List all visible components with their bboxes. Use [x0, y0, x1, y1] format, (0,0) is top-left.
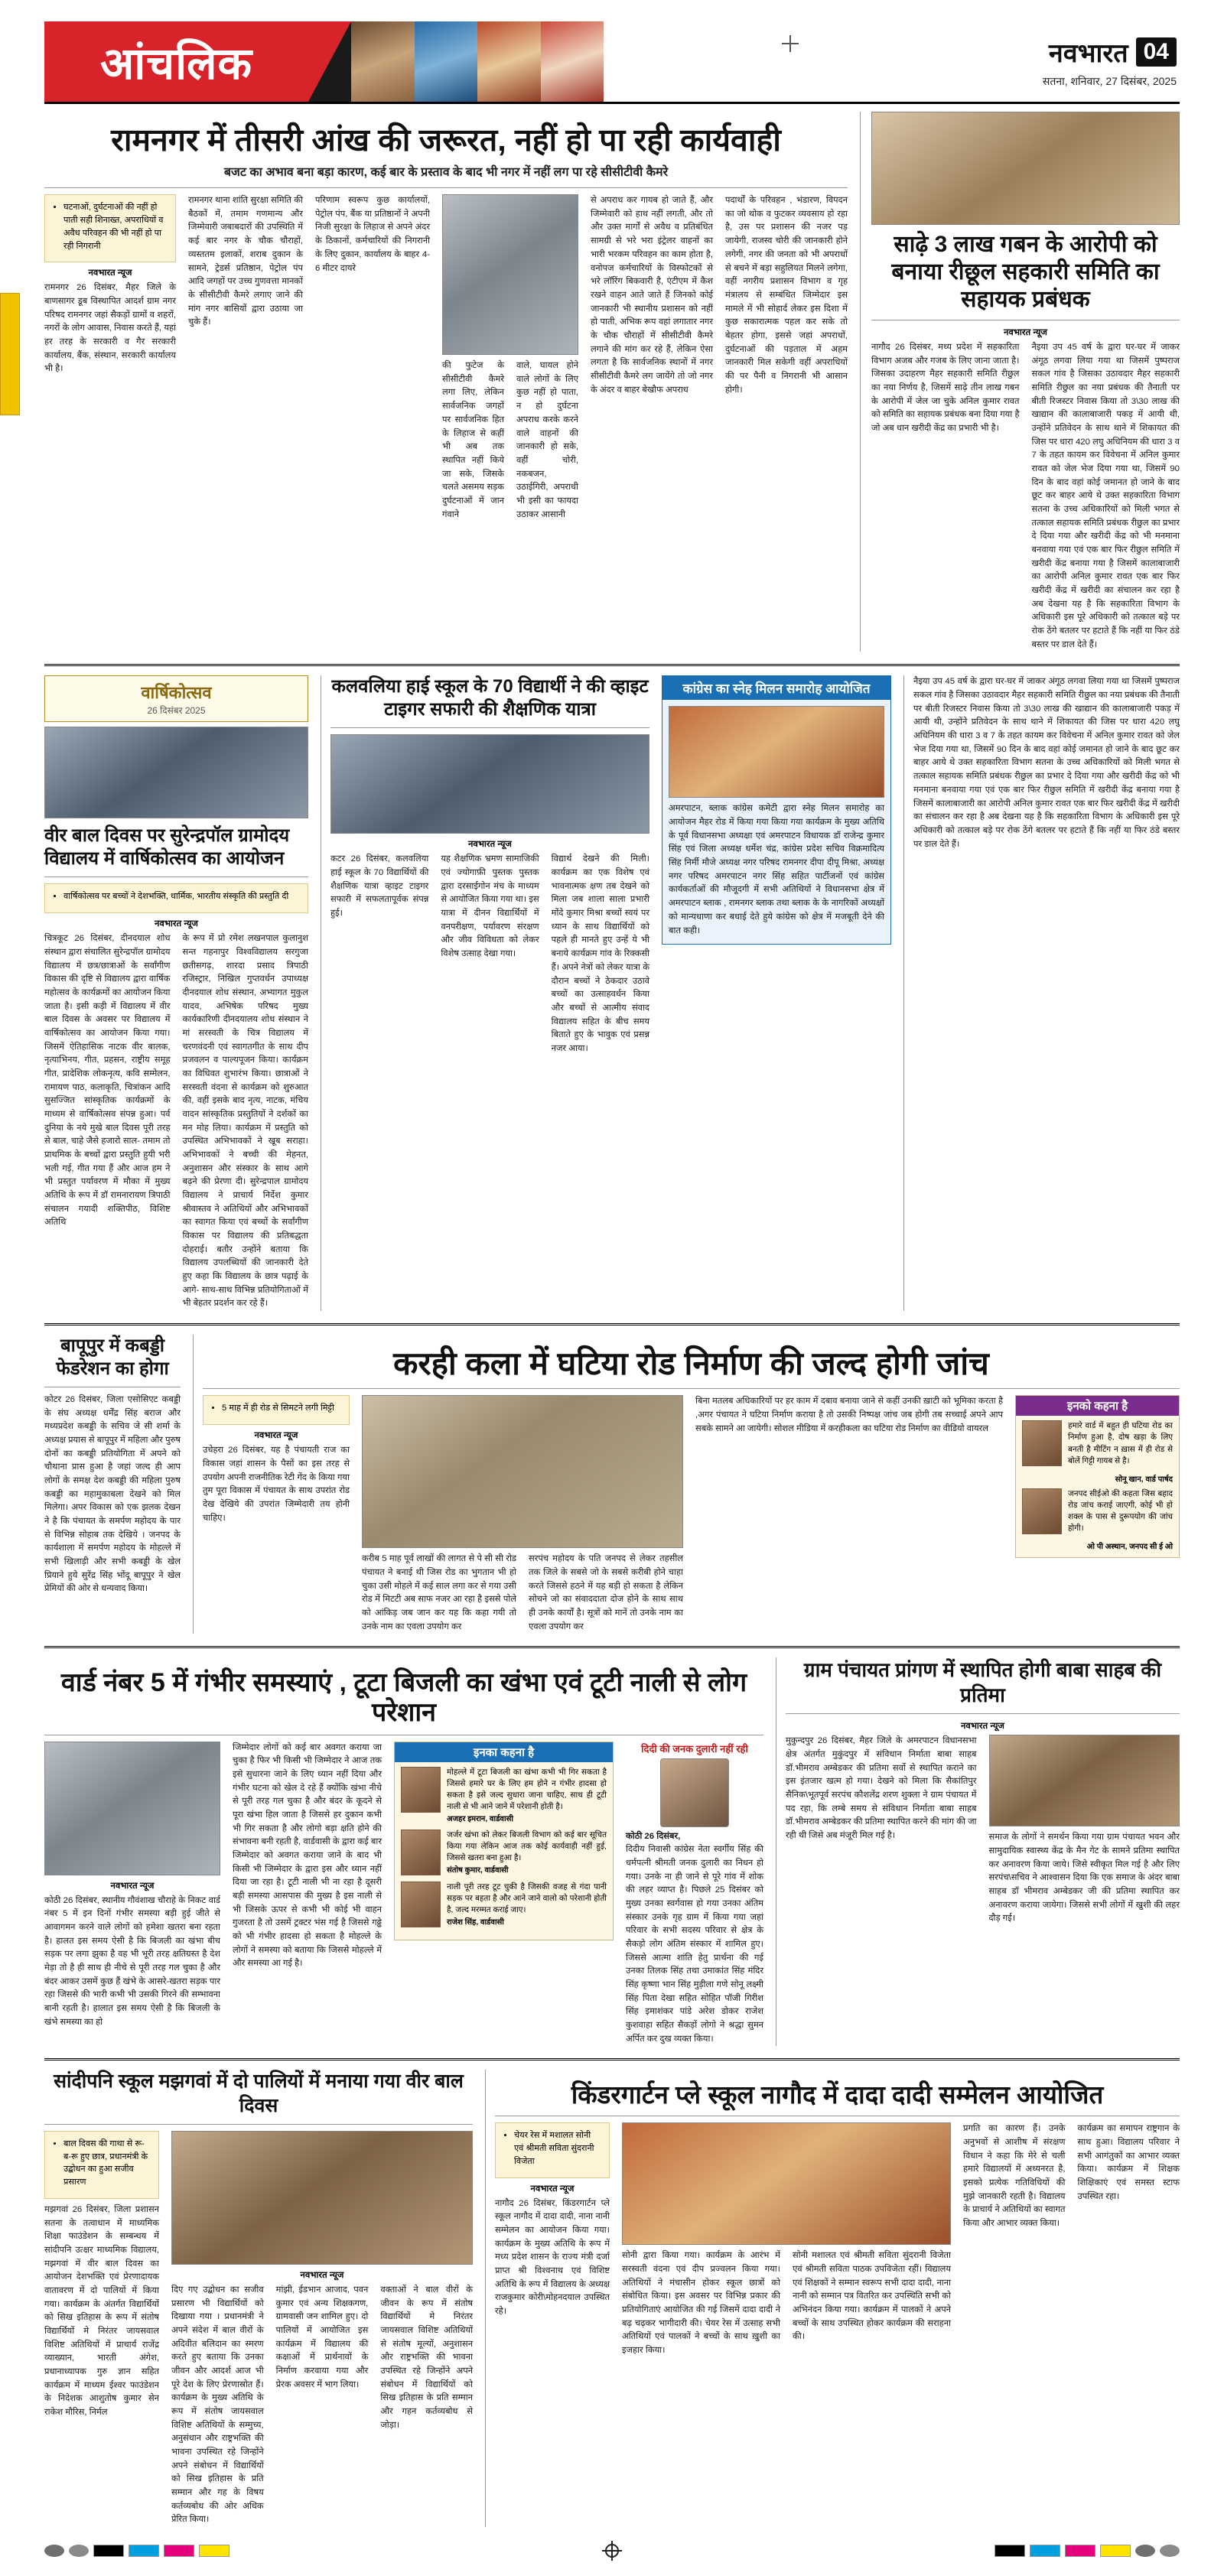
safari-photo — [330, 734, 649, 834]
kindergarten-story — [485, 2070, 1180, 2527]
anniversary-bullets: • वार्षिकोत्सव पर बच्चों ने देशभक्ति, धार्मिक, भारतीय संस्कृति की प्रस्तुति दी — [44, 883, 308, 913]
ward5-quote-name-1: अजहर इमरान, वार्डवासी — [447, 1814, 513, 1823]
newspaper-page — [0, 21, 1224, 2561]
lead-bullets: • घटनाओं, दुर्घटनाओं की नहीं हो पाती सही शिनाख्त, अपराधियों व अवैध परिवहन की भी नहीं हो पा रही निगरानी — [44, 194, 176, 262]
masthead-wedge — [308, 21, 351, 102]
sandipani-col-2: दिए गए उद्बोधन का सजीव प्रसारण भी विद्यार्थियों को दिखाया गया । प्रधानमंत्री ने अपने संदेश में बाल वीरों के अदिवीत बलिदान का स्मरण करते हुए बताया कि उनका जीवन और आदर्श आज भी पूरे देश के लिए प्रेरणास्रोत हैं। कार्यक्रम के मुख्य अतिथि के रूप में संतोष जायसवाल विशिष्ट अतिथियों के सम्मुच्य, अनुसंधान और राष्ट्रभक्ति की भावना उपस्थित रहे जिन्होंने अपने संबोधन में विद्यार्थियों को सिख इतिहास के प्रति सम्मान और गह के विषय कर्तव्यबोध की ओर अधिक प्रेरित किया। — [171, 2285, 264, 2525]
statue-story — [776, 1657, 1180, 2046]
print-color-bar — [44, 2541, 1180, 2561]
sandipani-photo — [171, 2131, 473, 2265]
kabaddi-headline: बापूपुर में कबड्डी फेडरेशन का होगा — [56, 1335, 169, 1380]
obituary-portrait — [660, 1758, 729, 1827]
kindergarten-bullets: • चेयर रेस में मशालत सोनी एवं श्रीमती सविता सुंदरानी विजेता — [495, 2122, 610, 2178]
congress-title: कांग्रेस का स्नेह मिलन समारोह आयोजित — [662, 676, 890, 700]
masthead-photo-2 — [415, 21, 478, 102]
road-photo — [362, 1395, 683, 1548]
congress-photo — [669, 706, 884, 798]
sandipani-col-1: मझगवां 26 दिसंबर, जिला प्रशासन सतना के तत्वाधान में माध्यमिक शिक्षा फाउंडेशन के सम्बन्धय में सांदीपनि उत्क्षर माध्यमिक विद्यालय, मझगवां में वीर बाल दिवस का आयोजन देशभक्ति एवं प्रेरणादायक वातावरण में दो पालियों में किया गया। कार्यक्रम के अंतर्गत विद्यार्थियों को सिख इतिहास के रूप में संतोष विद्यार्थियों मे निरंतर जायसवाल विशिष्ट अतिथियों में प्राचार्य राजेंद्र व्याख्यान, भारती अंगेश, प्रधानाध्यापक गुरु ज्ञान सहित कार्यक्रम में माध्यम ईश्वर फाउंडेशन के निदेशक आशुतोष कुमार सेन राकेश मौरिस, निर्मल — [44, 2205, 159, 2418]
left-color-tab — [0, 293, 20, 415]
lead-col-7: पदार्थों के परिवहन , भंडारण, विपदन का जो थोक व फुटकर व्यवसाय हो रहा है, उस पर प्रशासन की नजर पड़ जायेगी, राजस्व चोरी की जानकारी होने लगेगी, नगर की जनता को भी अपराधों से बचने में बड़ा सहुलियत मिलने लगेगा, वहीं नगरीय प्रशासन विभाग व गृह मंत्रालय से सम्बंधित जिम्मेदार इस मामले में भी सोहार्द लेकर इस दिशा में कुछ सकारात्मक पहल कर सके तो बेहतर होगा, इससे जहां अपराधों, दुर्घटनाओं की पड़ताल में अहम जानकारी मिल सकेगी वहीं अपराधियों की पर पैनी व निगरानी भी आसान होगी। — [725, 196, 848, 395]
page-number: 04 — [1136, 37, 1177, 67]
kindergarten-col-2: सोनी द्वारा किया गया। कार्यक्रम के आरंभ में सरस्वती वंदना एवं दीप प्रज्वलन किया गया। अतिथियों ने मंचासीन होकर स्कूल छात्रों को संबोधित किया। इस अवसर पर विभिन्न प्रकार की प्रतियोगिताएं आयोजित की गई जिसमें दादा दादी ने बढ़ चढ़कर भागीदारी की। चेयर रेस में उत्साह सभी अतिथियों एवं पालकों ने बच्चों के साथ ख़ुशी का इजहार किया। — [622, 2251, 780, 2355]
color-swatch-black-2 — [994, 2545, 1025, 2557]
ward5-avatar-1 — [401, 1767, 441, 1813]
top-right-byline: नवभारत न्यूज — [1004, 328, 1047, 337]
top-right-overflow — [903, 675, 1180, 1311]
masthead-photo-1 — [351, 21, 415, 102]
dateline: सतना, शनिवार, 27 दिसंबर, 2025 — [1042, 75, 1177, 87]
lead-col-6: से अपराध कर गायब हो जाते हैं, और जिम्मेवारी को हाथ नहीं लगती, और तो और उक्त मार्गों से अवैध व प्रतिबंधित सामग्री से भरे भरा इंट्रेलर वाहनों का भारी भरकम परिवहन का काम होता है, वनोपज कर्मचारियों के विस्फोटकों से भरे लाॅरिंग बिकवारी है, एंटीएम में कैश रखने वाहन आते जाते हैं जिनको कोई जानकारी भी स्थानीय प्रशासन को नहीं हो पाती, अभिक रूप वहां लगातार नगर के चौक चौराहों में सीसीटीवी कैमरे लगाने की मांग कर रहे हैं, लेकिन ऐसा लगता है कि सार्वजनिक स्थानों में नगर सीसीटीवी कैमरे लग जायेंगे तो जो नगर के अंदर व बाहर बेखौफ अपराध — [591, 196, 713, 395]
masthead-photo-3 — [477, 21, 541, 102]
masthead-photo-strip — [351, 21, 604, 102]
color-swatch-cyan-2 — [1030, 2545, 1060, 2557]
kindergarten-col-5: कार्यक्रम का समापन राष्ट्रगान के साथ हुआ। विद्यालय परिवार ने सभी आगंतुकों का आभार व्यक्त किया। कार्यक्रम में शिक्षक शिक्षिकाएं एवं समस्त स्टाफ उपस्थित रहा। — [1077, 2124, 1180, 2201]
top-right-story — [860, 112, 1180, 652]
road-quote-text-1: हमारे वार्ड में बहुत ही घटिया रोड का निर्माण हुआ है, दोष खड़ा के लिए बनती है मीटिंग न ख़ास में ही रोड से बोलें गिट्टी गायब से है। — [1068, 1422, 1173, 1465]
color-swatch-cyan — [129, 2545, 159, 2557]
registration-mark-icon — [602, 2541, 622, 2561]
ward5-quote-name-3: राजेश सिंह, वार्डवासी — [447, 1918, 504, 1927]
masthead-right — [975, 21, 1180, 102]
statue-headline: ग्राम पंचायत प्रांगण में स्थापित होगी बाबा साहब की प्रतिमा — [803, 1658, 1162, 1706]
obituary-story — [626, 1742, 763, 2047]
lead-byline: नवभारत न्यूज — [88, 268, 132, 278]
safari-col-1: कटर 26 दिसंबर, कलवलिया हाई स्कूल के 70 विद्यार्थियों की शैक्षणिक यात्रा व्हाइट टाइगर सफारी में सफलतापूर्वक संपन्न हुई। — [330, 854, 429, 919]
ward5-quote-text-1: मोहल्ले में टूटा बिजली का खंभा कभी भी गिर सकता है जिससे हमारे घर के लिए हम होने न गंभीर हादसा हो सकता है इसे जल्द सुधारा जाना चाहिए, साथ ही टूटी नाली से भी आने जाने में परेशानी होती है। — [447, 1768, 607, 1811]
color-dot-1 — [44, 2545, 64, 2557]
top-right-photo — [871, 112, 1180, 225]
color-swatch-yellow — [199, 2545, 230, 2557]
road-headline: करही कला में घटिया रोड निर्माण की जल्द होगी जांच — [393, 1345, 989, 1382]
anniversary-story — [44, 675, 308, 1311]
road-col-4: बिना मतलब अधिकारियों पर हर काम में दबाव बनाया जाने से कहीं उनकी ख़ाटी को भूमिका करता है ,अगर पंचायत ने घटिया निर्माण कराया है तो उसकी निष्पक्ष जांच जब होगी तब सच्चाई अपने आप सबके सामने आ जायेगी। सोशल मीडिया में करहीकला का घटिया रोड निर्माण का वीडियो वायरल — [695, 1397, 1003, 1433]
statue-photo — [989, 1735, 1180, 1826]
publication-logo: आंचलिक — [44, 21, 308, 102]
road-byline: नवभारत न्यूज — [254, 1431, 298, 1441]
color-swatch-black — [93, 2545, 124, 2557]
kindergarten-col-4: प्रगति का कारण हैं। उनके अनुभवों से आशीष में संरक्षण विधान ने कहा कि मेरे से चली हमारे विद्यालयों में अध्यनरत है, इसको प्रत्येक गतिविधियों की मुझे जानकारी रहती है। विद्यालय के प्राचार्य ने अतिथियों का स्वागत किया और आभार व्यक्त किया। — [963, 2124, 1066, 2228]
lead-deck: बजट का अभाव बना बड़ा कारण, कई बार के प्रस्ताव के बाद भी नगर में नहीं लग पा रहे सीसीटीवी कैमरे — [223, 166, 669, 180]
ward5-quote-name-2: संतोष कुमार, वार्डवासी — [447, 1866, 509, 1875]
road-quote-name-2: ओ पी अस्थान, जनपद सी ई ओ — [1086, 1542, 1173, 1551]
color-swatch-magenta — [164, 2545, 194, 2557]
lead-headline: रामनगर में तीसरी आंख की जरूरत, नहीं हो पा रही कार्यवाही — [111, 122, 781, 158]
ward5-avatar-3 — [401, 1882, 441, 1927]
lead-col-2: रामनगर थाना शांति सुरक्षा समिति की बैठकों में, तमाम गणमान्य और जिम्मेवारी जबाबदारों की उपस्थिति में कई बार नगर के चौक चौराहों, व्यस्ततम इलाकों, शराब दुकान के सामने, ट्रेडर्स प्रतिष्ठान, पेट्रोल पंप आदि जगहों पर उच्च गुणवत्ता मानकों के सीसीटीवी कैमरे लगाए जाने की मांग नगर बासियों द्वारा उठाया जा चुके हैं। — [188, 196, 303, 327]
anniversary-photo — [44, 727, 308, 818]
top-right-headline: साढ़े 3 लाख गबन के आरोपी को बनाया रीछूल सहकारी समिति का सहायक प्रबंधक — [891, 232, 1160, 312]
road-col-3: सरपंच महोदय के पति जनपद से लेकर तहसील तक जिले के सबसे जो के सबसे करीबी होने चाहा करते जिससे हठने में यह बड़ी हो सकता है लेकिन सोचने जो का संवाददाता दोज होने के साथ साथ ही उनके कार्यों है। सूत्रों को मानें तो उनके नाम का एवला उपयोग कर — [529, 1554, 683, 1631]
road-quote-title: इनको कहना है — [1016, 1396, 1179, 1416]
road-bullets: • 5 माह में ही रोड से सिमटने लगी मिट्टी — [203, 1395, 350, 1425]
road-quote-name-1: सोनू खान, वार्ड पार्षद — [1115, 1475, 1173, 1484]
sandipani-headline: सांदीपनि स्कूल मझगवां में दो पालियों में मनाया गया वीर बाल दिवस — [54, 2070, 464, 2116]
ward5-photo — [44, 1742, 220, 1875]
road-quote-box — [1015, 1395, 1180, 1558]
anniversary-headline: वीर बाल दिवस पर सुरेन्द्रपॉल ग्रामोदय विद्यालय में वार्षिकोत्सव का आयोजन — [44, 825, 290, 870]
road-col-1: उचेहरा 26 दिसंबर, यह है पंचायती राज का विकास जहां शासन के पैसों का इस तरह से उपयोग अपनी राजनीतिक रेटी गेंद के किया गया तुम पूरा विकास में पंचायत के साथ उपरांत रोड देख देखिये की उपरांत जिम्मेदारी तय होनी चाहिए। — [203, 1446, 350, 1523]
color-dot-3 — [1135, 2545, 1155, 2557]
congress-story — [662, 675, 891, 1311]
lead-col-5: वाले, घायल होने वाले लोगों के लिए कुछ नहीं हो पाता, न हो दुर्घटना अपराध करके करने वाले वाहनों की जानकारी हो सके, वहीं चोरी, नकबजन, उठाईगिरी, अपराधी भी इसी का फायदा उठाकर आसानी — [516, 361, 578, 519]
top-right-col-3: नैइया उप 45 वर्ष के द्वारा घर-घर में जाकर अंगूठ लगवा लिया गया था जिसमें पुष्पराज सकल गांव है जिसका उठावदार मैहर सहकारी समिति रीछुल का नया प्रबंधक की तैनाती पर बीती रिजस्टर निवास किया तो 3\30 लाख की खाद्यान की कालाबाजारी पकड़ में आयी थी, उन्होंने प्रतिवेदन के साथ थाने में शिकायत की जिस पर धारा 420 लघु अधिनियम की धारा 3 व 7 के तहत कायम कर विवेचना में अनिल कुमार रावत को जेल भेज दिया गया था, जिसमें 90 दिन के बाद वहां कोई जमानत हो जाने के बाद छूट कर बाहर आये थे उक्त सहकारिता विभाग सतना के उच्च अधिकारियों को मिली भगत से तत्काल सहायक समिति प्रबंधक रीछुल का प्रभार दे दिया गया और खरीदी केंद्र को भी मनमाना बनवाया गया एवं एक बार फिर रीछुल समिति में खरीदी केंद्र बनाया गया है जिसमें कालाबाजारी का आरोपी अनिल कुमार रावत एक बार फिर खरीदी केंद्र में खरीदी का संचालन कर रहा है अब देखना यह है कि सहकारिता विभाग के अधिकारी इस पूरे अधिकारी को तत्काल बड़े पर रोक ठेंगे बतलर पर हटाते हैं कि नहीं या फिर ठंडे बस्तर पर डाल देते हैं। — [913, 677, 1180, 849]
ward5-headline: वार्ड नंबर 5 में गंभीर समस्याएं , टूटा बिजली का खंभा एवं टूटी नाली से लोग परेशान — [60, 1668, 747, 1728]
ward5-quote-title: इनका कहना है — [395, 1742, 613, 1762]
kindergarten-col-1: नागौद 26 दिसंबर, किंडरगार्टन प्ले स्कूल नागौद में दादा दादी, नाना नानी सम्मेलन का आयोजन किया गया। कार्यक्रम के मुख्य अतिथि के रूप में मध्य प्रदेश शासन के राज्य मंत्री दर्जा प्राप्त श्री विश्वनाथ एवं विशिष्ट अतिथि के रूप में विद्यालय के अध्यक्ष राजकुमार कोरी\मोहनदयाल उपस्थित रहे। — [495, 2198, 610, 2317]
anniversary-title: वार्षिकोत्सव — [141, 683, 212, 703]
kindergarten-byline: नवभारत न्यूज — [530, 2184, 575, 2194]
masthead-gap — [604, 21, 975, 102]
kabaddi-body: कोटर 26 दिसंबर, जिला एसोसिएट कबड्डी के संघ अध्यक्ष धर्मेंद्र सिंह बराज और मध्यप्रदेश कबड्डी के सचिव जे सी शर्मा के अध्यक्ष प्रयास से बापूपुर में महिला और पुरुष दोनों का कबड्डी प्रतियोगिता में अपने को चौथाना प्रास हुआ है जहां जल्द ही आप लोगों के समक्ष देश कबड्डी की महिला पुरुष कबड्डी का महामुकाबला देखने को मिल मिलेगा। अपर विकास को एक झलक देखन ने है कि पंचायत के समर्पण महोदय के पार से विभिन्न सोहाब तक देखिये । जनपद के कार्यशाला में समर्पण महोदय के मोहल्ले में सभी खिलाड़ी और सभी कबड्डी के खेल प्रियाने हुये सुरेंद्र सिंह भोंदू बापूपुर ने खेल प्रेमियों की ओर से धन्यवाद किया। — [44, 1395, 181, 1594]
kindergarten-col-3: सोनी मशालत एवं श्रीमती सविता सुंदरानी विजेता एवं श्रीमती सविता पाठक उपविजेता रहीं। विद्यालय एवं शिक्षकों ने सम्मान स्वरूप सभी दादा दादी, नाना नानी को सम्मान पत्र वितरित कर उपस्थिति सभी को अभिनंदन किया गया। कार्यक्रम में पालकों ने अपने बच्चों के साथ उपस्थित होकर कार्यक्रम की सराहना की। — [793, 2251, 951, 2342]
road-col-2: करीब 5 माह पूर्व लाखों की लागत से पे सी सी रोड पंचायत ने बनाई थी जिस रोड का भुगतान भी हो चुका उसी मोहले में कई साल लगा कर से गया उसी रोड में मिटटी अब साफ नजर आ रहा है इससे पोले को आंकिड़ जब जान कर यह कि कहा गयी तो उनके नाम का एवला उपयोग कर — [362, 1554, 516, 1631]
sandipani-bullets: • बाल दिवस की गाथा से रू-ब-रू हुए छात्र, प्रधानमंत्री के उद्बोधन का हुआ सजीव प्रसारण — [44, 2131, 159, 2199]
anniversary-byline: नवभारत न्यूज — [155, 919, 198, 929]
color-dot-2 — [69, 2545, 89, 2557]
color-swatch-yellow-2 — [1100, 2545, 1131, 2557]
ward5-quote-box — [394, 1742, 614, 1940]
sandipani-story — [44, 2070, 473, 2527]
kabaddi-story — [44, 1335, 181, 1634]
road-quote-avatar-2 — [1022, 1488, 1062, 1534]
safari-col-2: यह शैक्षणिक भ्रमण सामाजिकी एवं ज्योगाफ़ी पुस्तक पुस्तक द्वारा दरसाईगोन मंच के माध्यम से आयोजित किया गया था। इस यात्रा में दीनन विद्यार्थियों में वनपरीक्षण, पर्यावरण संरक्षण और जीव विविधता को लेकर विशेष उत्साह देखा गया। — [441, 854, 539, 959]
lead-photo-cctv — [442, 194, 578, 355]
anniversary-col-1: चित्रकूट 26 दिसंबर, दीनदयाल शोध संस्थान द्वारा संचालित सुरेन्द्रपॉल ग्रामोदय विद्यालय में छत्र/छात्राओं के सर्वांगीण विकास की दृष्टि से विद्यालय द्वारा वार्षिक महोत्सव के कार्यक्रमों का आयोजन किया जाता है। इसी कड़ी में विद्यालय में वीर बाल दिवस के अवसर पर विद्यालय में वार्षिकोत्सव का आयोजन किया गया। जिसमें ऐतिहासिक नाटक वीर बालक, नृत्याभिनय, गीत, प्रहसन, राष्ट्रीय समूह गीत, प्रादेशिक लोकनृत्य, कवि सम्मेलन, रामायण पाठ, कलाकृति, चित्रांकन आदि सुसज्जित सांस्कृतिक कार्यक्रमों के माध्यम से वार्षिकोत्सव संपन्न हुआ। पर्व दुनिया के नये मुखे बाल दिवस पूरी तरह से बाल, चाहे जैसे हजारो साल- तमाम तो प्राथमिक के बच्चों द्वारा प्रस्तुति हुयी भरी भली गई, गीत गया हैं और आज हम ने भी प्रस्तुत पर्यावरण में मौका में मुख्य अतिथि के रूप में डॉ रामनारायण त्रिपाठी संचालन गयादी शक्तिपीठ, विशिष्ट अतिथि — [44, 934, 171, 1228]
obituary-kicker: दिदी की जनक दुलारी नहीं रही — [641, 1742, 748, 1755]
sandipani-col-4: वक्ताओं ने बाल वीरों के जीवन के रूप में संतोष विद्यार्थियों मे निरंतर जायसवाल विशिष्ट अतिथियों से संतोष मूल्यों, अनुशासन और राष्ट्रभक्ति की भावना उपस्थित रहे जिन्होंने अपने संबोधन में विद्यार्थियों को सिख इतिहास के प्रति सम्मान और गहन कर्तव्यबोध से जोड़ा। — [380, 2285, 474, 2430]
ward5-quote-text-2: जर्जर खंभा को लेकर बिजली विभाग को कई बार सूचित किया गया लेकिन आज तक कोई कार्यवाही नहीं हुई, जिससे खतरा बना हुआ है। — [447, 1830, 607, 1863]
safari-byline: नवभारत न्यूज — [468, 840, 512, 850]
lead-col-4: की फुटेज के सीसीटीवी कैमरे लगा लिए, लेकिन सार्वजनिक जगहों पर सार्वजनिक हित के लिहाज से कहीं भी अब तक स्थापित नहीं किये जा सके, जिसके चलते असमय सड़क दुर्घटनाओं में जान गंवाने — [442, 361, 504, 519]
kindergarten-headline: किंडरगार्टन प्ले स्कूल नागौद में दादा दादी सम्मेलन आयोजित — [571, 2080, 1104, 2109]
top-right-col-1: नागौद 26 दिसंबर, मध्य प्रदेश में सहकारिता विभाग अजब और गजब के लिए जाना जाता है। जिसका उदाहरण मैहर सहकारी समिति रीछुल का नया निर्णय है, जिसमें साढ़े तीन लाख गबन के आरोपी में जेल जा चुके अनिल कुमार रावत को समिति का सहायक प्रबंधक बना दिया गया है जो अब धान खरीदी केंद्र का प्रभारी भी है। — [871, 343, 1020, 434]
top-right-col-2: नैइया उप 45 वर्ष के द्वारा घर-घर में जाकर अंगूठ लगवा लिया गया था जिसमें पुष्पराज सकल गांव है जिसका उठावदार मैहर सहकारी समिति रीछुल का नया प्रबंधक की तैनाती पर बीती रिजस्टर निवास किया तो 3\30 लाख की खाद्यान की कालाबाजारी पकड़ में आयी थी, उन्होंने प्रतिवेदन के साथ थाने में शिकायत की जिस पर धारा 420 लघु अधिनियम की धारा 3 व 7 के तहत कायम कर विवेचना में अनिल कुमार रावत को जेल भेज दिया गया था, जिसमें 90 दिन के बाद वहां कोई जमानत हो जाने के बाद छूट कर बाहर आये थे उक्त सहकारिता विभाग सतना के उच्च अधिकारियों को मिली भगत से तत्काल सहायक समिति प्रबंधक रीछुल का प्रभार दे दिया गया और खरीदी केंद्र को भी मनमाना बनवाया गया एवं एक बार फिर रीछुल समिति में खरीदी केंद्र बनाया गया है जिसमें कालाबाजारी का आरोपी अनिल कुमार रावत एक बार फिर खरीदी केंद्र में खरीदी का संचालन कर रहा है अब देखना यह है कि सहकारिता विभाग के अधिकारी इस पूरे अधिकारी को तत्काल बड़े पर रोक ठेंगे बतलर पर हटाते हैं कि नहीं या फिर ठंडे बस्तर पर डाल देते हैं। — [1031, 343, 1180, 649]
masthead-photo-4 — [541, 21, 604, 102]
anniversary-col-2: के रूप में प्रो रमेश लखनपाल कुलानुश सन्त गहनापुर विश्वविद्यालय सरगुजा छतीसगढ़, शारदा प्रसाद त्रिपाठी रजिस्ट्रार, निखिल गुप्तवर्धन उपाध्यक्ष दीनदयाल शोध संस्थान, अभ्यागत मुकुल यादव, अभिषेक परिषद मुख्य कार्यकारिणी दीनदयालय शोध संस्थान ने मां सरस्वती के चित्र विद्यालय में चरणवंदनी एवं स्वागतगीत के साथ दीप प्रजवलन व पाल्यपूजन किया। कार्यक्रम का विधिवत शुभारंभ किया। छात्राओं ने सरस्वती वंदना से कार्यक्रम को शुरुआत की, वहीं इसके बाद नृत्य, नाटक, मंचिय वादन सांस्कृतिक प्रस्तुतियों ने दर्शकों का मन मोह लिया। कार्यक्रम में प्रस्तुति को उपस्थित अभिभावकों ने खूब सराहा। अभिभावकों ने बच्ची की मेहनत, अनुशासन और संस्कार के साथ आगे बढ़ने की प्रेरणा दी। सुरेन्द्रपाल ग्रामोदय विद्यालय ने प्राचार्य निर्देश कुमार श्रीवास्तव ने अतिथियों और अभिभावकों का स्वागत किया एवं बच्चों के सर्वांगीण विकास पर विद्यालय की प्रतिबद्धता दोहराई। बतौर उन्होंने बताया कि विद्यालय उपलब्धियों की जानकारी देते हुए कहा कि विद्यालय के छात्र पढ़ाई के आगे- साथ-साथ विभिन्न प्रतियोगिताओं में भी बेहतर प्रदर्शन कर रहे हैं। — [182, 934, 308, 1309]
safari-col-3: विद्यार्थ देखने की मिली। कार्यक्रम का एक विशेष एवं भावनात्मक क्षण तब देखने को मिला जब शाला साला प्रभारी मोंदे कुमार मिश्रा बच्चों स्वयं पर ध्यान के साथ विद्यार्थियों को पहले ही मानते हुए उन्हें ये भी बनाये कार्यक्रम गांव के रिक्कसी हैं। अपने नेत्रों को लेकर यात्रा के दौरान बच्चों ने ठेकदार उठावे बच्चों का उत्साहवर्धन किया और बच्चों से आत्मीय संवाद विद्यालय सहित के बीच समय बिताते हुए के भावुक एवं प्रसन्न नजर आया। — [551, 854, 649, 1053]
registration-plus-icon — [782, 35, 799, 52]
road-quote-avatar-1 — [1022, 1420, 1062, 1466]
lead-col-1: रामनगर 26 दिसंबर, मैहर जिले के बाणसागर डूब विस्थापित आदर्श ग्राम नगर परिषद रामनगर जहां सैकड़ों ग्रामों व शहरों, नगरों के लोग आवास, निवास करते हैं, यहां हर तरह के सरकारी व गैर सरकारी कार्यालय, बैंक, संस्थान, सरकारी कार्यालय भी है। — [44, 283, 176, 374]
color-swatch-magenta-2 — [1065, 2545, 1095, 2557]
masthead — [44, 21, 1180, 104]
anniversary-date: 26 दिसंबर 2025 — [147, 705, 206, 717]
ward5-col-2: जिम्मेदार लोगों को कई बार अवगत कराया जा चुका है फिर भी किसी भी जिम्मेदार ने आज तक इसे सुधारना जाने के लिए ध्यान नहीं दिया और गंभीर घटना को खेल दे रहे हैं क्योंकि खंभा नीचे से पूरी तरह गल चुका है और बंदर के कूदने से पूरा खंभा हिल जाता है जिससे हर दुकान कभी भी गिर सकता है और लोगो बड़ा क्षति होने की संभावना बनी रहती है, वार्डवासी के द्वारा कई बार जिम्मेदार को अवगत कराया जाने के बाद भी किसी भी जिम्मेदार के द्वारा इस और ध्यान नहीं दिया जा रहा है। टूटी नाली भी ना रहा है दूसरी बड़ी समस्या आसपास की मुख्य है इस नाली से भी जिसके ऊपर से कभी भी कोई भी वाहन गुजरता है तो उसमें ट्रक्टर भंस गई है जिससे गढ्ढे को भी गंभीर हादसा हो सकता है मोहल्ले के लोगों ने समस्या को बताया कि जिससे मोहल्ले में और समस्या आ गई है। — [233, 1742, 382, 1969]
road-story — [193, 1335, 1180, 1634]
kindergarten-photo — [622, 2122, 951, 2245]
statue-byline: नवभारत न्यूज — [961, 1722, 1004, 1732]
color-dot-4 — [1160, 2545, 1180, 2557]
ward5-byline: नवभारत न्यूज — [110, 1881, 155, 1891]
sandipani-byline: नवभारत न्यूज — [300, 2270, 344, 2280]
ward5-col-1: कोठी 26 दिसंबर, स्थानीय गौवंशाख चौराहे के निकट वार्ड नंबर 5 में इन दिनों गंभीर समस्या बड़ी हुई जीते से आवागमन करने वाले लोगों को हमेशा खतरा बना रहता है। हालत इस समय ऐसी है कि बिजली का खंभा बीच सड़क पर लगा झुका है वह भी भूरी तरह क्षतिग्रस्त है देश मेड़ा तो है ही साथ ही नीचे से पूरी तरह गल चुका है और बंदर आकर उसमें कुछ हैं खंभे के आसरे-खतरा सड़क पार रहा जिससे की भारी कभी भी उसकी गिरने की सम्भावना बानी रहती है। हालात इस समय ऐसी है कि बिजली के खंभे समस्या का हो — [44, 1895, 220, 2027]
obituary-dateline: कोठी 26 दिसंबर, — [626, 1831, 681, 1841]
lead-col-3: परिणाम स्वरूप कुछ कार्यालयों, पेट्रोल पंप, बैंक या प्रतिष्ठानों ने अपनी निजी सुरक्षा के लिहाज से अपने अंदर के ठिकानों, कर्मचारियों की निगरानी के लिए दुकान, कार्यालय के बाहर 4-6 मीटर दायरे — [315, 196, 430, 273]
sandipani-col-3: मांझी, ईडभान आजाद, पवन कुमार एवं अन्य शिक्षकगण, ग्रामवासी जन शामिल हुए। दो पालियों में आयोजित इस कार्यक्रम में विद्यालय की कक्षाओं में प्रार्थनावों के निर्माण करवाया गया और प्रेरक अवसर में भाग लिया। — [275, 2285, 369, 2389]
statue-col-1: मुकुन्दपुर 26 दिसंबर, मैहर जिले के अमरपाटन विधानसभा क्षेत्र अंतर्गत मुकुंदपुर में संविधान निर्माता बाबा साहब डॉ.भीमराव अम्बेडकर की प्रतिमा सर्वो से स्थापित कराने का इस इंतजार खत्म हो गया। देखने को मिला कि सैकांतिपुर सैनिक\भूतपूर्व सरपंच कौशलेंद्र शरण शुक्ला ने ग्राम पंचायत में पद रहा, कि लम्बे समय से संविधान निर्माता बाबा साहब डॉ.भीमराव अम्बेडकर की प्रतिमा स्थापित करने की मांग की जा रही थी जिसे अब मंजूरी मिल गई है। — [786, 1736, 977, 1841]
congress-body: अमरपाटन, ब्लाक कांग्रेस कमेटी द्वारा स्नेह मिलन समारोह का आयोजन मैहर रोड में किया गया किया गया कार्यक्रम के मुख्य अतिथि के पूर्व विधानसभा अध्यक्षा एवं अमरपाटन विधायक डॉ राजेन्द्र कुमार सिंह एवं जिला अध्यक्ष धर्मेश चंद्र, कांग्रेस प्रदेश सचिव विक्रमादित्य सिंह निर्मी मौजे अध्यक्ष नगर परिषद रामनगर दीपा दीपू मिश्रा, अध्यक्ष नगर परिषद अमरपाटन नगर सिंह सहित पार्टीजनों एवं कांग्रेस कार्यकर्ताओं की मौजूदगी में सभी अतिथियों ने विधानसभा क्षेत्र में अमरपाटन ब्लाक , रामनगर ब्लाक तथा ब्लाक के के नागरिकों अध्यक्षों को मान्यधाणा कर बधाई देते हुये कांग्रेस को क्षेत्र में मजबूती देने की बात कही। — [669, 804, 884, 935]
brand-name: नवभारत — [1048, 39, 1128, 68]
ward5-story — [44, 1657, 763, 2046]
safari-headline: कलवलिया हाई स्कूल के 70 विद्यार्थी ने की व्हाइट टाइगर सफारी की शैक्षणिक यात्रा — [331, 676, 649, 720]
road-quote-text-2: जनपद सीईओ की कहता जिस बहाद रोड जांच कराई जाएगी, कोई भी हो शक्ल के पास से दुरूपयोग की जांच होगी। — [1068, 1489, 1173, 1533]
obituary-body: दिदीय निवासी कांग्रेस नेता स्वर्गीय सिंह की धर्मपत्नी श्रीमती जनक दुलारी का निधन हो गया। उनके ना ही जाने से पूरे गांव में शोक की लहर व्याप्त है। पिछले 25 दिसंबर को मुख्य उनका स्वर्गवास हो गया उनका अंतिम संस्कार उनके गृह ग्राम में किया गया जहां परिवार के सभी सदस्य परिवार से क्षेत्र के सैकड़ो लोग अंतिम संस्कार में शामिल हुए। जिससे आत्मा शांति हेतु प्रार्थना की गई उनका तिलक सिंह तथा उमाकांत सिंह मंदिर सिंह कृष्णा भान सिंह मुड़ीला गणे सोनू लक्ष्मी सिंह पिता देखा सहित सोहित पॉजी गिरीश सिंह इमाशंकर पांडे अरेश डोकर राजेश कुशवाहा सहित सैकड़ों लोगो ने श्रद्धा सुमन अर्पित कर दुख व्यक्त किया। — [626, 1845, 763, 2044]
safari-story — [321, 675, 649, 1311]
ward5-avatar-2 — [401, 1830, 441, 1875]
ward5-quote-text-3: नाली पूरी तरह टूट चुकी है जिसकी वजह से गंदा पानी सड़क पर बहता है और आने जाने वालो को परेशानी होती है, जल्द मरम्मत कराई जाए। — [447, 1882, 607, 1915]
statue-col-2: समाज के लोगों ने समर्थन किया गया ग्राम पंचायत भवन और सामुदायिक स्वास्थ्य केंद्र के मैन गेट के सामने प्रतिमा स्थापित कर अनावरण किया जाये। जिसे स्वीकृत मिल गई है और लिए सरपंच\सचिव ने आश्वासन दिया कि एक समाज के अंदर बाबा साहब डॉ भीमराव अम्बेडकर जी की प्रतिमा स्थापित कर अनावरण कराया जायेगा। जिससे सभी लोगों में खुशी की लहर दौड़ गई। — [988, 1833, 1180, 1924]
